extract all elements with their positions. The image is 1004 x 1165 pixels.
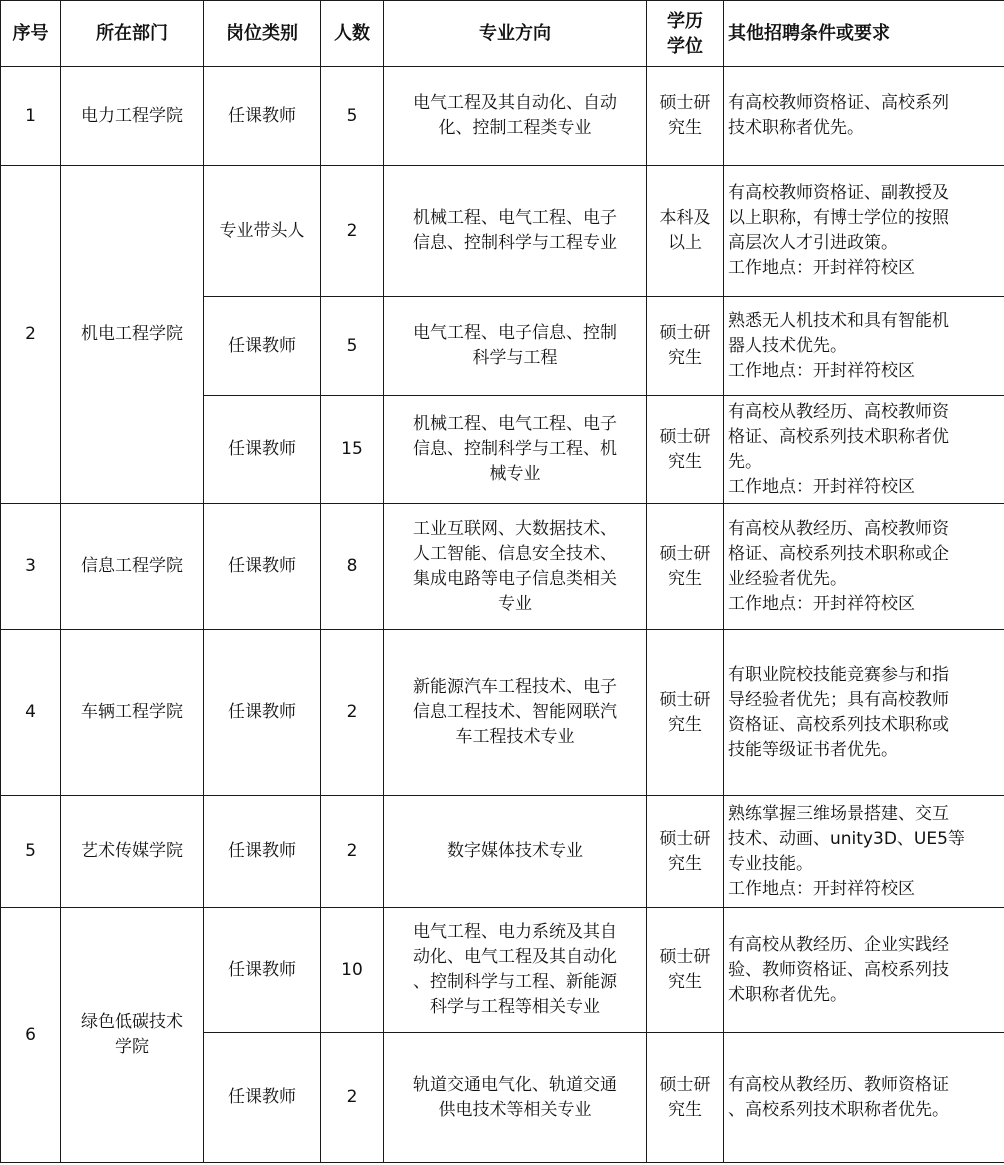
- major-line: 科学与工程: [472, 348, 558, 368]
- other-line: 工作地点：开封祥符校区: [728, 476, 915, 497]
- other-line: 有高校教师资格证、副教授及: [728, 183, 949, 203]
- seq-cell: 4: [1, 630, 61, 796]
- major-line: 机械工程、电气工程、电子: [413, 208, 617, 228]
- major-line: 动化、电气工程及其自动化: [413, 947, 617, 967]
- degree-line: 硕士研: [659, 426, 711, 447]
- major-line: 信息工程技术、智能网联汽: [413, 702, 617, 722]
- other-line: 格证、高校系列技术职称或企: [728, 543, 949, 564]
- post-cell: 任课教师: [204, 796, 321, 908]
- other-line: 验、教师资格证、高校系列技: [728, 959, 949, 980]
- dept-cell: 电力工程学院: [61, 67, 204, 166]
- degree-cell: [647, 1033, 724, 1163]
- count-cell: 2: [321, 1033, 384, 1163]
- other-cell: [724, 297, 1004, 396]
- table-row: [1, 796, 1004, 908]
- degree-cell: [647, 504, 724, 630]
- other-line: 格证、高校系列技术职称者优: [728, 426, 949, 447]
- other-line: 以上职称，有博士学位的按照: [728, 208, 949, 228]
- other-line: 熟悉无人机技术和具有智能机: [728, 310, 949, 331]
- other-line: 工作地点：开封祥符校区: [728, 258, 915, 278]
- other-line: 业经验者优先。: [728, 568, 847, 589]
- major-cell: [384, 396, 647, 504]
- major-line: 人工智能、信息安全技术、: [413, 543, 617, 564]
- post-cell: 任课教师: [204, 630, 321, 796]
- degree-cell: [647, 67, 724, 166]
- other-line: 技能等级证书者优先。: [728, 739, 898, 760]
- degree-cell: [647, 796, 724, 908]
- dept-cell: [61, 908, 204, 1163]
- major-cell: [384, 630, 647, 796]
- degree-cell: [647, 396, 724, 504]
- other-cell: [724, 166, 1004, 297]
- major-line: 、控制科学与工程、新能源: [413, 972, 617, 992]
- seq-cell: 2: [1, 166, 61, 504]
- degree-line: 硕士研: [659, 323, 711, 343]
- degree-line: 究生: [668, 118, 702, 138]
- seq-cell: 1: [1, 67, 61, 166]
- degree-line: 硕士研: [659, 828, 711, 849]
- header-count: 人数: [321, 1, 384, 67]
- header-major: 专业方向: [384, 1, 647, 67]
- other-line: 专业技能。: [728, 853, 813, 874]
- dept-cell: 车辆工程学院: [61, 630, 204, 796]
- table-row: [1, 67, 1004, 166]
- count-cell: 8: [321, 504, 384, 630]
- major-line: 供电技术等相关专业: [438, 1099, 592, 1120]
- other-cell: [724, 67, 1004, 166]
- degree-cell: [647, 166, 724, 297]
- header-row: [1, 1, 1004, 67]
- major-line: 信息、控制科学与工程专业: [413, 233, 617, 253]
- degree-line: 硕士研: [659, 93, 711, 113]
- post-cell: 任课教师: [204, 908, 321, 1033]
- count-cell: 2: [321, 630, 384, 796]
- major-line: 电气工程及其自动化、自动: [413, 93, 617, 113]
- other-line: 资格证、高校系列技术职称或: [728, 714, 949, 735]
- other-line: 有高校从教经历、教师资格证: [728, 1074, 949, 1095]
- other-line: 先。: [728, 451, 762, 472]
- other-line: 导经验者优先；具有高校教师: [728, 689, 949, 710]
- major-cell: [384, 1033, 647, 1163]
- dept-line: 学院: [115, 1037, 149, 1057]
- degree-line: 究生: [668, 1099, 702, 1120]
- major-line: 电气工程、电子信息、控制: [413, 323, 617, 343]
- major-cell: [384, 504, 647, 630]
- table-row: [1, 504, 1004, 630]
- major-line: 电气工程、电力系统及其自: [413, 922, 617, 942]
- major-cell: [384, 297, 647, 396]
- header-degree-line-1: 学历: [667, 10, 703, 32]
- header-other: 其他招聘条件或要求: [724, 1, 1004, 67]
- dept-cell: 艺术传媒学院: [61, 796, 204, 908]
- header-degree-line-2: 学位: [667, 35, 703, 57]
- degree-line: 硕士研: [659, 1074, 711, 1095]
- other-line: 熟练掌握三维场景搭建、交互: [728, 803, 949, 824]
- degree-cell: [647, 630, 724, 796]
- seq-cell: 3: [1, 504, 61, 630]
- other-line: 工作地点：开封祥符校区: [728, 878, 915, 899]
- major-line: 工业互联网、大数据技术、: [413, 518, 617, 539]
- degree-cell: [647, 908, 724, 1033]
- other-line: 、高校系列技术职称者优先。: [728, 1099, 949, 1120]
- other-line: 有高校教师资格证、高校系列: [728, 93, 949, 113]
- degree-line: 硕士研: [659, 543, 711, 564]
- degree-line: 硕士研: [659, 689, 711, 710]
- other-line: 技术、动画、unity3D、UE5等: [728, 828, 965, 849]
- count-cell: 2: [321, 796, 384, 908]
- degree-line: 本科及: [659, 208, 711, 228]
- degree-line: 硕士研: [659, 947, 711, 967]
- dept-line: 绿色低碳技术: [81, 1012, 183, 1032]
- table-row: [1, 166, 1004, 297]
- count-cell: 15: [321, 396, 384, 504]
- major-line: 轨道交通电气化、轨道交通: [413, 1074, 617, 1095]
- header-post: 岗位类别: [204, 1, 321, 67]
- degree-line: 以上: [668, 233, 702, 253]
- major-line: 械专业: [489, 464, 541, 484]
- count-cell: 10: [321, 908, 384, 1033]
- dept-cell: 信息工程学院: [61, 504, 204, 630]
- major-line: 化、控制工程类专业: [438, 118, 592, 138]
- post-cell: 专业带头人: [204, 166, 321, 297]
- count-cell: 5: [321, 67, 384, 166]
- table-row: [1, 630, 1004, 796]
- post-cell: 任课教师: [204, 504, 321, 630]
- dept-cell: 机电工程学院: [61, 166, 204, 504]
- major-line: 科学与工程等相关专业: [430, 997, 600, 1017]
- major-line: 车工程技术专业: [455, 727, 575, 747]
- other-line: 技术职称者优先。: [728, 118, 864, 138]
- count-cell: 5: [321, 297, 384, 396]
- major-line: 新能源汽车工程技术、电子: [413, 677, 617, 697]
- seq-cell: 6: [1, 908, 61, 1163]
- major-line: 信息、控制科学与工程、机: [413, 439, 617, 459]
- other-line: 有职业院校技能竞赛参与和指: [728, 664, 949, 685]
- major-cell: [384, 908, 647, 1033]
- header-degree: [647, 1, 724, 67]
- other-cell: [724, 908, 1004, 1033]
- degree-line: 究生: [668, 853, 702, 874]
- header-dept: 所在部门: [61, 1, 204, 67]
- other-cell: [724, 504, 1004, 630]
- other-line: 工作地点：开封祥符校区: [728, 360, 915, 381]
- major-line: 集成电路等电子信息类相关: [413, 568, 617, 589]
- seq-cell: 5: [1, 796, 61, 908]
- post-cell: 任课教师: [204, 1033, 321, 1163]
- other-line: 有高校从教经历、企业实践经: [728, 934, 949, 955]
- degree-line: 究生: [668, 451, 702, 472]
- other-line: 有高校从教经历、高校教师资: [728, 518, 949, 539]
- post-cell: 任课教师: [204, 396, 321, 504]
- other-cell: [724, 396, 1004, 504]
- degree-line: 究生: [668, 568, 702, 589]
- post-cell: 任课教师: [204, 297, 321, 396]
- other-line: 有高校从教经历、高校教师资: [728, 401, 949, 422]
- major-line: 专业: [498, 593, 532, 614]
- degree-cell: [647, 297, 724, 396]
- other-cell: [724, 630, 1004, 796]
- major-line: 机械工程、电气工程、电子: [413, 414, 617, 434]
- other-cell: [724, 1033, 1004, 1163]
- other-line: 术职称者优先。: [728, 984, 847, 1005]
- count-cell: 2: [321, 166, 384, 297]
- major-line: 数字媒体技术专业: [447, 841, 583, 861]
- table-row: [1, 908, 1004, 1033]
- major-cell: [384, 796, 647, 908]
- other-cell: [724, 796, 1004, 908]
- degree-line: 究生: [668, 972, 702, 992]
- other-line: 器人技术优先。: [728, 335, 847, 356]
- major-cell: [384, 67, 647, 166]
- degree-line: 究生: [668, 348, 702, 368]
- other-line: 高层次人才引进政策。: [728, 233, 898, 253]
- header-seq: 序号: [1, 1, 61, 67]
- major-cell: [384, 166, 647, 297]
- other-line: 工作地点：开封祥符校区: [728, 593, 915, 614]
- degree-line: 究生: [668, 714, 702, 735]
- post-cell: 任课教师: [204, 67, 321, 166]
